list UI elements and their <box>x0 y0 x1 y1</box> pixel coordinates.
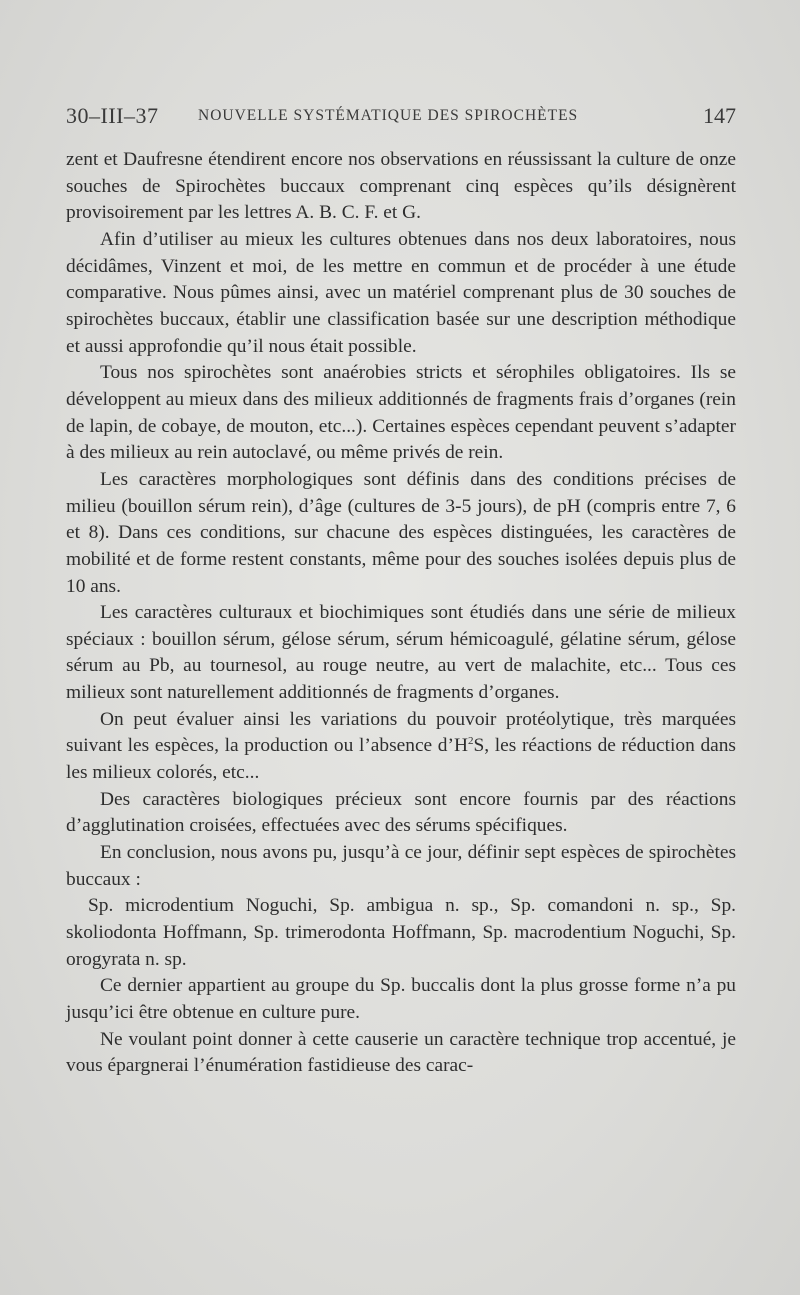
paragraph: Les caractères morphologiques sont définis dans des conditions précises de milieu (bouillon sérum rein), d’âge (cultures de 3-5 jours), de pH (compris entre 7, 6 et 8). Dans ces conditions, sur chacune des espèces distinguées, les caractères de mobilité et de forme restent constants, même pour des souches isolées depuis plus de 10 ans. <box>66 468 736 597</box>
paragraph: Les caractères culturaux et biochimiques sont étudiés dans une série de milieux spéciaux : bouillon sérum, gélose sérum, sérum hémicoagulé, gélatine sérum, gélose sérum au Pb, au tournesol, au rouge neutre, au vert de malachite, etc... Tous ces milieux sont naturellement additionnés de fragments d’organes. <box>66 602 736 704</box>
paragraph: Ce dernier appartient au groupe du Sp. buccalis dont la plus grosse forme n’a pu jusqu’ici être obtenue en culture pure. <box>66 975 736 1023</box>
paragraph-continuation: zent et Daufresne étendirent encore nos observations en réussissant la culture de onze souches de Spirochètes buccaux comprenant cinq espèces qu’ils désignèrent provisoirement par les lettres A. B. C. F. et G. <box>66 149 736 224</box>
paragraph-text: On peut évaluer ainsi les variations du pouvoir protéolytique, très marquées suivant les espèces, la production ou l’absence d’H <box>66 708 736 757</box>
paragraph: Ne voulant point donner à cette causerie un caractère technique trop accentué, je vous épargnerai l’énumération fastidieuse des carac- <box>66 1028 736 1077</box>
paragraph-text: S, les réactions de réduction dans les milieux colorés, etc... <box>66 735 736 784</box>
paragraph: Afin d’utiliser au mieux les cultures obtenues dans nos deux laboratoires, nous décidâmes, Vinzent et moi, de les mettre en commun et de procéder à une étude comparative. Nous pûmes ainsi, avec un matériel comprenant plus de 30 souches de spirochètes buccaux, établir une classification basée sur une description méthodique et aussi approfondie qu’il nous était possible. <box>66 228 736 357</box>
running-header <box>66 103 736 131</box>
paragraph: Des caractères biologiques précieux sont encore fournis par des réactions d’agglutination croisées, effectuées avec des sérums spécifiques. <box>66 788 736 837</box>
species-list: Sp. microdentium Noguchi, Sp. ambigua n. sp., Sp. comandoni n. sp., Sp. skoliodonta Hoffmann, Sp. trimerodonta Hoffmann, Sp. macrodentium Noguchi, Sp. orogyrata n. sp. <box>66 895 736 970</box>
paragraph: Tous nos spirochètes sont anaérobies stricts et sérophiles obligatoires. Ils se développent au mieux dans des milieux additionnés de fragments frais d’organes (rein de lapin, de cobaye, de mouton, etc...). Certaines espèces cependant peuvent s’adapter à des milieux au rein autoclavé, ou même privés de rein. <box>66 362 736 464</box>
page-number: 147 <box>703 103 736 128</box>
header-title: NOUVELLE SYSTÉMATIQUE DES SPIROCHÈTES <box>198 107 579 124</box>
paragraph <box>66 707 736 787</box>
paragraph: En conclusion, nous avons pu, jusqu’à ce jour, définir sept espèces de spirochètes buccaux : <box>66 842 736 890</box>
superscript: 2 <box>467 735 474 748</box>
header-date: 30–III–37 <box>66 103 159 128</box>
body-text <box>66 147 736 1080</box>
